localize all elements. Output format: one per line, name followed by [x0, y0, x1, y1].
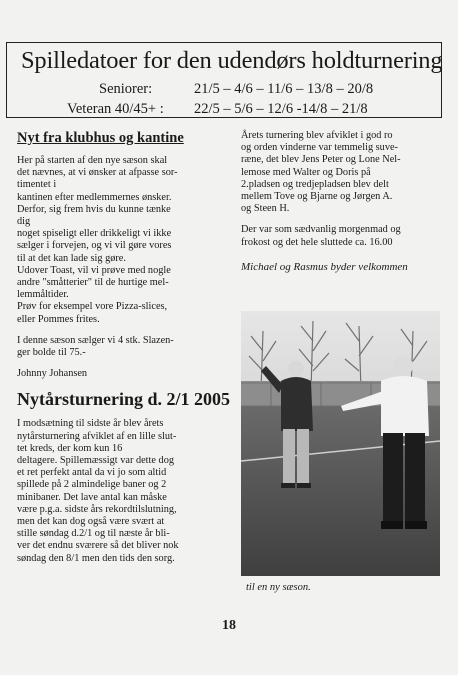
text-line: minibaner. Det lave antal kan måske	[17, 491, 167, 503]
breakfast-paragraph	[241, 224, 437, 248]
seniorer-label: Seniorer:	[99, 81, 153, 97]
text-line: dig	[17, 216, 31, 228]
page-number: 18	[222, 618, 236, 633]
text-line: Årets turnering blev afviklet i god ro	[241, 130, 393, 141]
text-line: timentet i	[17, 179, 57, 191]
text-line: nytårsturnering afviklet af en lille slut-	[17, 430, 177, 442]
text-line: eller Pommes frites.	[17, 313, 100, 325]
results-paragraph	[241, 130, 437, 215]
text-line: ver det endnu sværere så det bliver nok	[17, 540, 179, 552]
text-line: tet kreds, der kom kun 16	[17, 442, 123, 454]
club-news-paragraph	[17, 155, 217, 326]
new-year-heading: Nytårsturnering d. 2/1 2005	[17, 389, 230, 410]
text-line: og orden vinderne var temmelig suve-	[241, 142, 398, 154]
text-line: deltagere. Spillemæssigt var dette dog	[17, 455, 174, 467]
text-line: lemmåltider.	[17, 289, 69, 301]
text-line: I denne sæson sælger vi 4 stk. Slazen-	[17, 334, 174, 346]
text-line: mellem Tove og Bjarne og Jørgen A.	[241, 191, 393, 203]
text-line: stille søndag d.2/1 og til næste år bli-	[17, 528, 170, 540]
text-line: et ret perfekt antal da vi jo som altid	[17, 467, 167, 479]
text-line: til at det kan lade sig gøre.	[17, 252, 126, 264]
text-line: Prøv for eksempel vore Pizza-slices,	[17, 301, 168, 313]
text-line: søndag den 8/1 men den tids den sorg.	[17, 552, 175, 564]
text-line: ger bolde til 75.-	[17, 347, 86, 359]
welcome-caption: Michael og Rasmus byder velkommen	[241, 260, 408, 273]
text-line: andre "småtterier" til de hurtige mel-	[17, 277, 169, 289]
seniorer-dates: 21/5 – 4/6 – 11/6 – 13/8 – 20/8	[194, 81, 374, 97]
text-line: det nævnes, at vi ønsker at afpasse sor-	[17, 167, 178, 179]
text-line: ræne, det blev Jens Peter og Lone Nel-	[241, 154, 401, 166]
right-column	[241, 130, 437, 273]
schedule-title: Spilledatoer for den udendørs holdturnering	[21, 47, 443, 74]
text-line: frokost og det hele sluttede ca. 16.00	[241, 236, 393, 248]
photo	[241, 311, 440, 576]
text-line: men det kan dog også være svært at	[17, 516, 165, 528]
left-column	[17, 130, 230, 574]
new-year-paragraph	[17, 418, 217, 564]
text-line: lemose med Walter og Doris på	[241, 166, 371, 178]
schedule-box	[6, 42, 442, 118]
text-line: og Steen H.	[241, 203, 290, 215]
photo-caption: til en ny sæson.	[246, 582, 311, 593]
text-line: Der var som sædvanlig morgenmad og	[241, 224, 401, 236]
text-line: sælger i forvejen, og vi vil gøre vores	[17, 240, 172, 252]
text-line: være p.g.a. sidste års rekordtilslutning,	[17, 503, 177, 515]
ball-sale-paragraph	[17, 335, 217, 359]
text-line: Udover Toast, vil vi prøve med nogle	[17, 264, 171, 276]
club-news-heading: Nyt fra klubhus og kantine	[17, 130, 184, 146]
text-line: 2.pladsen og tredjepladsen blev delt	[241, 178, 389, 190]
text-line: noget spiseligt eller drikkeligt vi ikke	[17, 228, 172, 240]
text-line: Her på starten af den nye sæson skal	[17, 155, 168, 166]
text-line: I modsætning til sidste år blev årets	[17, 418, 164, 430]
veteran-dates: 22/5 – 5/6 – 12/6 -14/8 – 21/8	[194, 101, 368, 117]
veteran-label: Veteran 40/45+ :	[67, 101, 164, 117]
signature: Johnny Johansen	[17, 368, 88, 380]
text-line: kantinen efter medlemmernes ønsker.	[17, 191, 172, 203]
text-line: Derfor, sig frem hvis du kunne tænke	[17, 203, 171, 215]
text-line: spillede på 2 almindelige baner og 2	[17, 479, 167, 491]
